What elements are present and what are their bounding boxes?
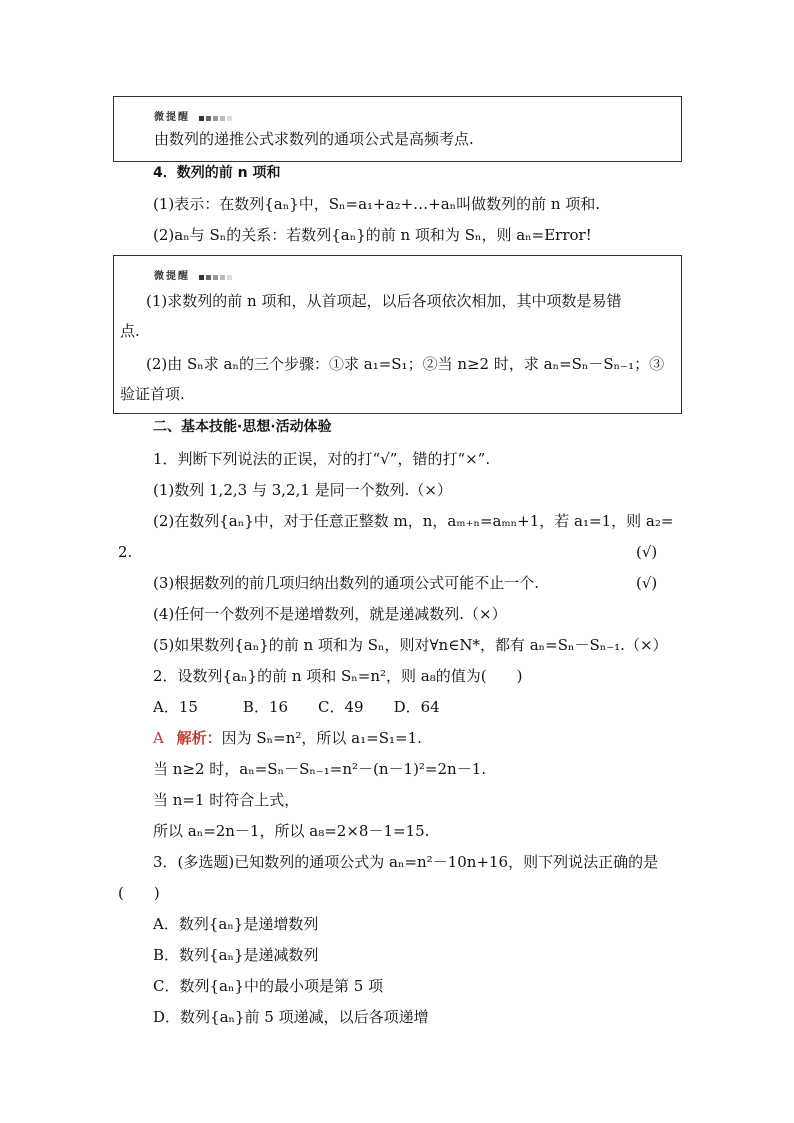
q2-options: A．15 B．16 C．49 D．64 bbox=[153, 698, 440, 716]
tip-label: 微提醒 bbox=[154, 112, 190, 123]
tip-label: 微提醒 bbox=[154, 271, 190, 282]
q1-item-4: (4)任何一个数列不是递增数列，就是递减数列.（×） bbox=[153, 605, 507, 623]
q2-answer: A bbox=[153, 729, 164, 747]
tip-box-2 bbox=[113, 255, 682, 414]
q1-item-2: (2)在数列{aₙ}中，对于任意正整数 m，n，aₘ₊ₙ=aₘₙ+1，若 a₁=1，则 a₂= bbox=[153, 512, 674, 530]
tip-2-p2-line1: (2)由 Sₙ求 aₙ的三个步骤：①求 a₁=S₁；②当 n≥2 时，求 aₙ=Sₙ－Sₙ₋₁；③ bbox=[146, 355, 665, 373]
q3-stem-line2: ( ) bbox=[118, 884, 160, 902]
tip-2-p1-line1: (1)求数列的前 n 项和，从首项起，以后各项依次相加，其中项数是易错 bbox=[146, 292, 622, 310]
q3-stem-line1: 3．(多选题)已知数列的通项公式为 aₙ=n²－10n+16，则下列说法正确的是 bbox=[153, 853, 659, 871]
analysis-label: 解析： bbox=[176, 729, 222, 747]
tip-dots-icon bbox=[199, 106, 234, 126]
tip-dots-icon bbox=[199, 265, 234, 285]
q2-analysis-line1: 因为 Sₙ=n²，所以 a₁=S₁=1. bbox=[221, 729, 422, 747]
q1-item-3: (3)根据数列的前几项归纳出数列的通项公式可能不止一个. bbox=[153, 574, 540, 592]
q2-analysis-line2: 当 n≥2 时，aₙ=Sₙ－Sₙ₋₁=n²－(n－1)²=2n－1. bbox=[153, 760, 487, 778]
q2-analysis-row bbox=[153, 728, 422, 748]
section-4-title: 4．数列的前 n 项和 bbox=[153, 165, 281, 181]
q3-option-d: D．数列{aₙ}前 5 项递减，以后各项递增 bbox=[153, 1008, 429, 1026]
tip-label-row bbox=[154, 105, 234, 128]
q1-item-1: (1)数列 1,2,3 与 3,2,1 是同一个数列.（×） bbox=[153, 481, 452, 499]
q3-option-a: A．数列{aₙ}是递增数列 bbox=[153, 915, 319, 933]
q1-stem: 1．判断下列说法的正误，对的打“√”，错的打“×”. bbox=[153, 450, 491, 468]
q3-option-c: C．数列{aₙ}中的最小项是第 5 项 bbox=[153, 977, 384, 995]
q2-analysis-line3: 当 n=1 时符合上式， bbox=[153, 791, 300, 809]
tip-2-p2-line2: 验证首项. bbox=[120, 385, 185, 403]
q2-stem: 2．设数列{aₙ}的前 n 项和 Sₙ=n²，则 a₈的值为( ) bbox=[153, 667, 523, 685]
tip-label-row bbox=[154, 264, 234, 287]
q2-analysis-line4: 所以 aₙ=2n－1，所以 a₈=2×8－1=15. bbox=[153, 822, 430, 840]
tip-box-1 bbox=[113, 96, 682, 162]
section-2-title: 二、基本技能·思想·活动体验 bbox=[153, 419, 332, 435]
q1-item-2-mark: (√) bbox=[636, 543, 658, 561]
section-4-p1: (1)表示：在数列{aₙ}中，Sₙ=a₁+a₂+…+aₙ叫做数列的前 n 项和. bbox=[153, 195, 601, 213]
q1-item-2-cont: 2. bbox=[118, 543, 133, 561]
q1-item-5: (5)如果数列{aₙ}的前 n 项和为 Sₙ，则对∀n∈N*，都有 aₙ=Sₙ－Sₙ₋₁.（×） bbox=[153, 636, 668, 654]
tip-2-p1-line2: 点. bbox=[120, 322, 140, 340]
section-4-p2: (2)aₙ与 Sₙ的关系：若数列{aₙ}的前 n 项和为 Sₙ，则 aₙ=Error! bbox=[153, 226, 592, 244]
q3-option-b: B．数列{aₙ}是递减数列 bbox=[153, 946, 319, 964]
q1-item-3-mark: (√) bbox=[636, 574, 658, 592]
tip-text: 由数列的递推公式求数列的通项公式是高频考点. bbox=[154, 130, 474, 148]
